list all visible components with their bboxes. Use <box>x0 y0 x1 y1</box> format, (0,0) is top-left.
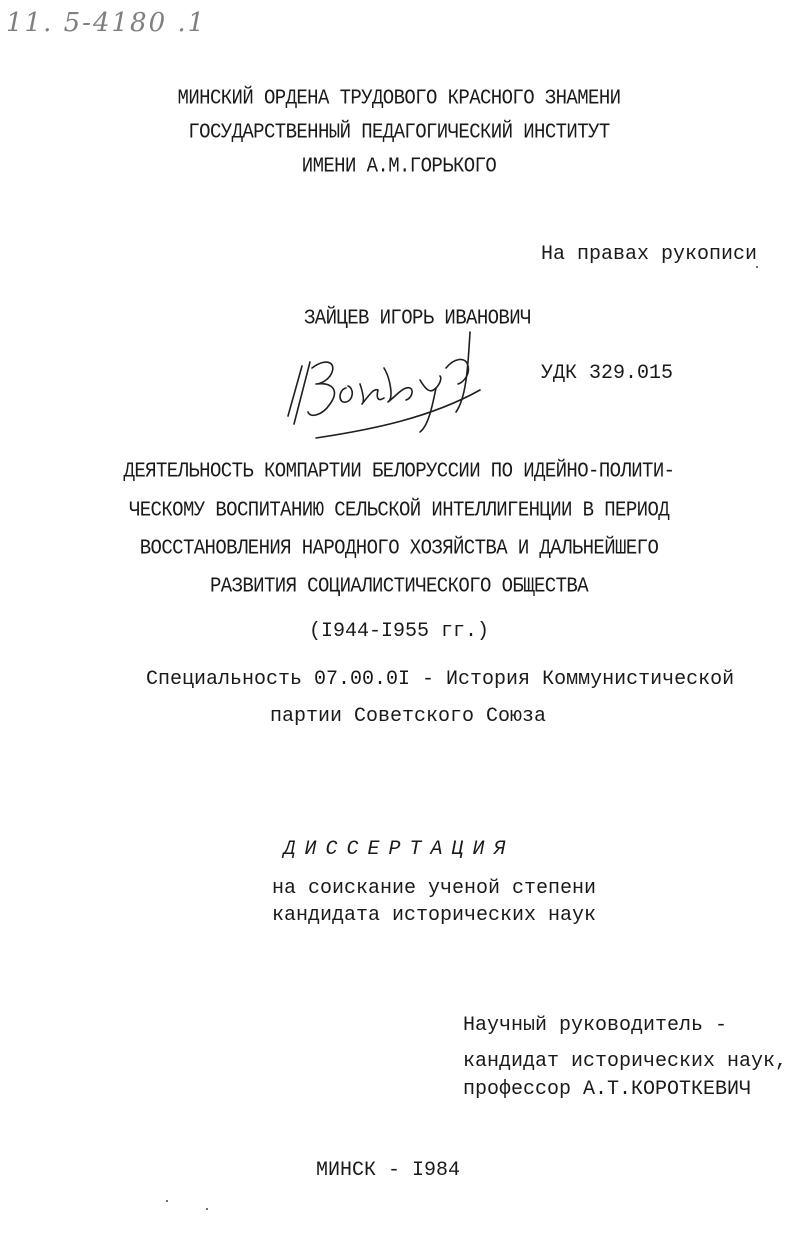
city-and-year: МИНСК - I984 <box>316 1159 461 1182</box>
udc-code: УДК 329.015 <box>541 362 674 385</box>
scan-speck <box>756 266 758 268</box>
specialty-line-2: партии Советского Союза <box>270 705 547 728</box>
title-line-2: ЧЕСКОМУ ВОСПИТАНИЮ СЕЛЬСКОЙ ИНТЕЛЛИГЕНЦИИ В ПЕРИОД <box>128 497 670 523</box>
manuscript-rights: На правах рукописи <box>541 243 758 266</box>
institution-line-1: МИНСКИЙ ОРДЕНА ТРУДОВОГО КРАСНОГО ЗНАМЕНИ <box>177 85 621 111</box>
degree-line-1: на соискание ученой степени <box>272 877 597 900</box>
handwritten-archive-note: 11. 5-4180 .1 <box>6 8 207 38</box>
document-type: ДИССЕРТАЦИЯ <box>283 838 515 861</box>
supervisor-line-1: Научный руководитель - <box>463 1014 728 1037</box>
degree-line-2: кандидата исторических наук <box>272 904 597 927</box>
supervisor-line-2: кандидат исторических наук, <box>463 1050 788 1073</box>
scan-speck <box>206 1208 208 1210</box>
years-range: (I944-I955 гг.) <box>308 620 490 643</box>
scan-speck <box>166 1200 168 1202</box>
institution-line-3: ИМЕНИ А.М.ГОРЬКОГО <box>301 153 497 179</box>
specialty-line-1: Специальность 07.00.0I - История Коммунистической <box>146 668 735 691</box>
institution-line-2: ГОСУДАРСТВЕННЫЙ ПЕДАГОГИЧЕСКИЙ ИНСТИТУТ <box>188 119 610 145</box>
supervisor-line-3: профессор А.Т.КОРОТКЕВИЧ <box>463 1078 752 1101</box>
title-line-3: ВОССТАНОВЛЕНИЯ НАРОДНОГО ХОЗЯЙСТВА И ДАЛЬНЕЙШЕГО <box>139 535 659 561</box>
title-line-1: ДЕЯТЕЛЬНОСТЬ КОМПАРТИИ БЕЛОРУССИИ ПО ИДЕЙНО-ПОЛИТИ- <box>123 458 675 484</box>
title-line-4: РАЗВИТИЯ СОЦИАЛИСТИЧЕСКОГО ОБЩЕСТВА <box>209 573 589 599</box>
author-signature <box>280 328 500 446</box>
author-name: ЗАЙЦЕВ ИГОРЬ ИВАНОВИЧ <box>304 305 531 331</box>
